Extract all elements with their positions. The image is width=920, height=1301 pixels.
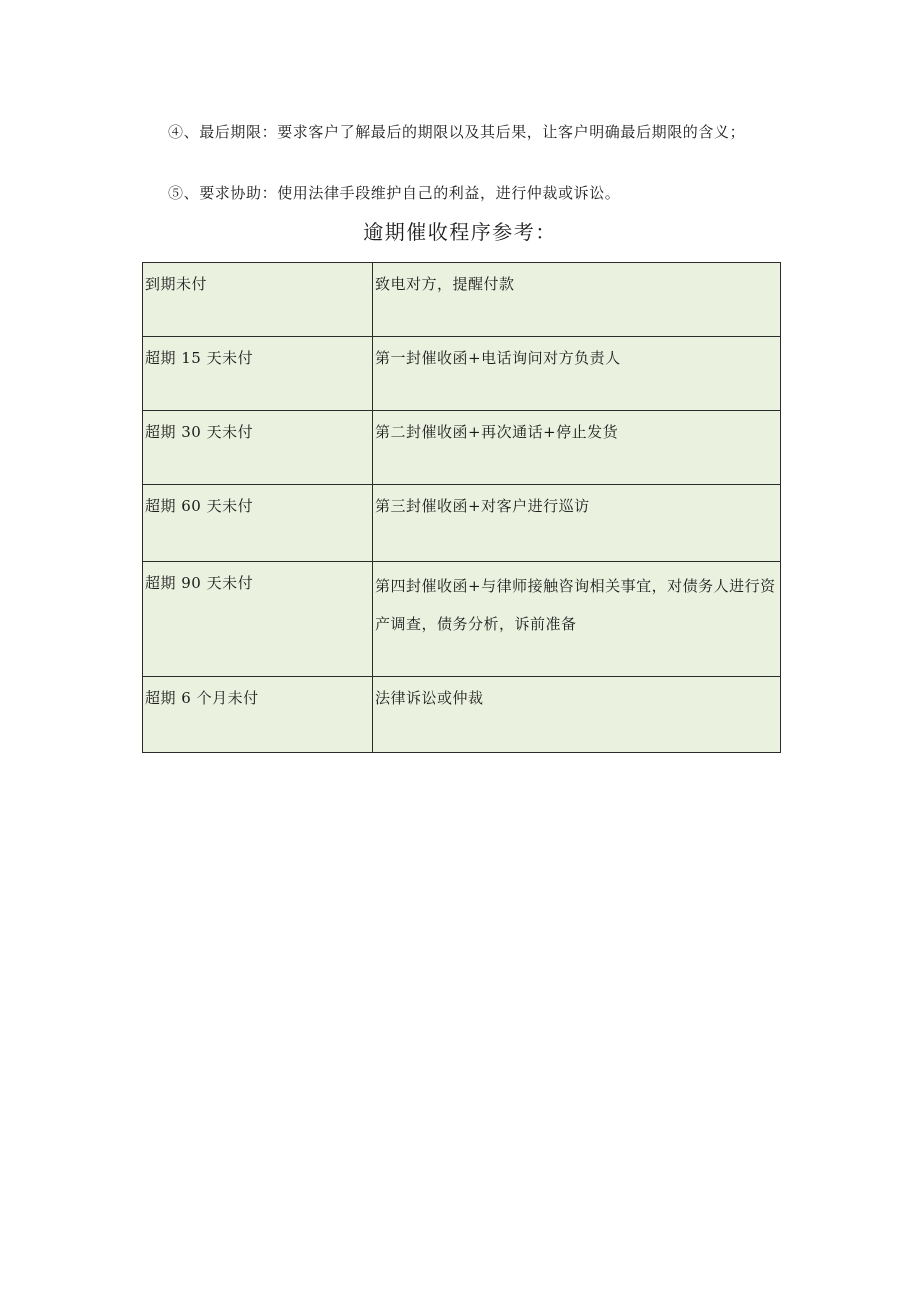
stage-cell: 到期未付 xyxy=(143,263,373,337)
table-row xyxy=(143,677,781,753)
stage-cell: 超期 90 天未付 xyxy=(143,562,373,677)
action-cell: 第一封催收函+电话询问对方负责人 xyxy=(373,337,781,411)
table-row xyxy=(143,337,781,411)
table-row xyxy=(143,263,781,337)
table-row xyxy=(143,411,781,485)
section-heading: 逾期催收程序参考： xyxy=(363,220,557,244)
overdue-collection-table xyxy=(142,262,781,753)
action-cell: 法律诉讼或仲裁 xyxy=(373,677,781,753)
action-cell: 第四封催收函+与律师接触咨询相关事宜，对债务人进行资产调查，债务分析，诉前准备 xyxy=(373,562,781,677)
action-cell: 致电对方，提醒付款 xyxy=(373,263,781,337)
stage-cell: 超期 30 天未付 xyxy=(143,411,373,485)
table-row xyxy=(143,485,781,562)
stage-cell: 超期 60 天未付 xyxy=(143,485,373,562)
action-cell: 第三封催收函+对客户进行巡访 xyxy=(373,485,781,562)
action-cell: 第二封催收函+再次通话+停止发货 xyxy=(373,411,781,485)
table-row xyxy=(143,562,781,677)
stage-cell: 超期 6 个月未付 xyxy=(143,677,373,753)
paragraph-assistance: ⑤、要求协助：使用法律手段维护自己的利益，进行仲裁或诉讼。 xyxy=(168,184,621,202)
paragraph-deadline: ④、最后期限：要求客户了解最后的期限以及其后果，让客户明确最后期限的含义； xyxy=(168,123,746,141)
stage-cell: 超期 15 天未付 xyxy=(143,337,373,411)
